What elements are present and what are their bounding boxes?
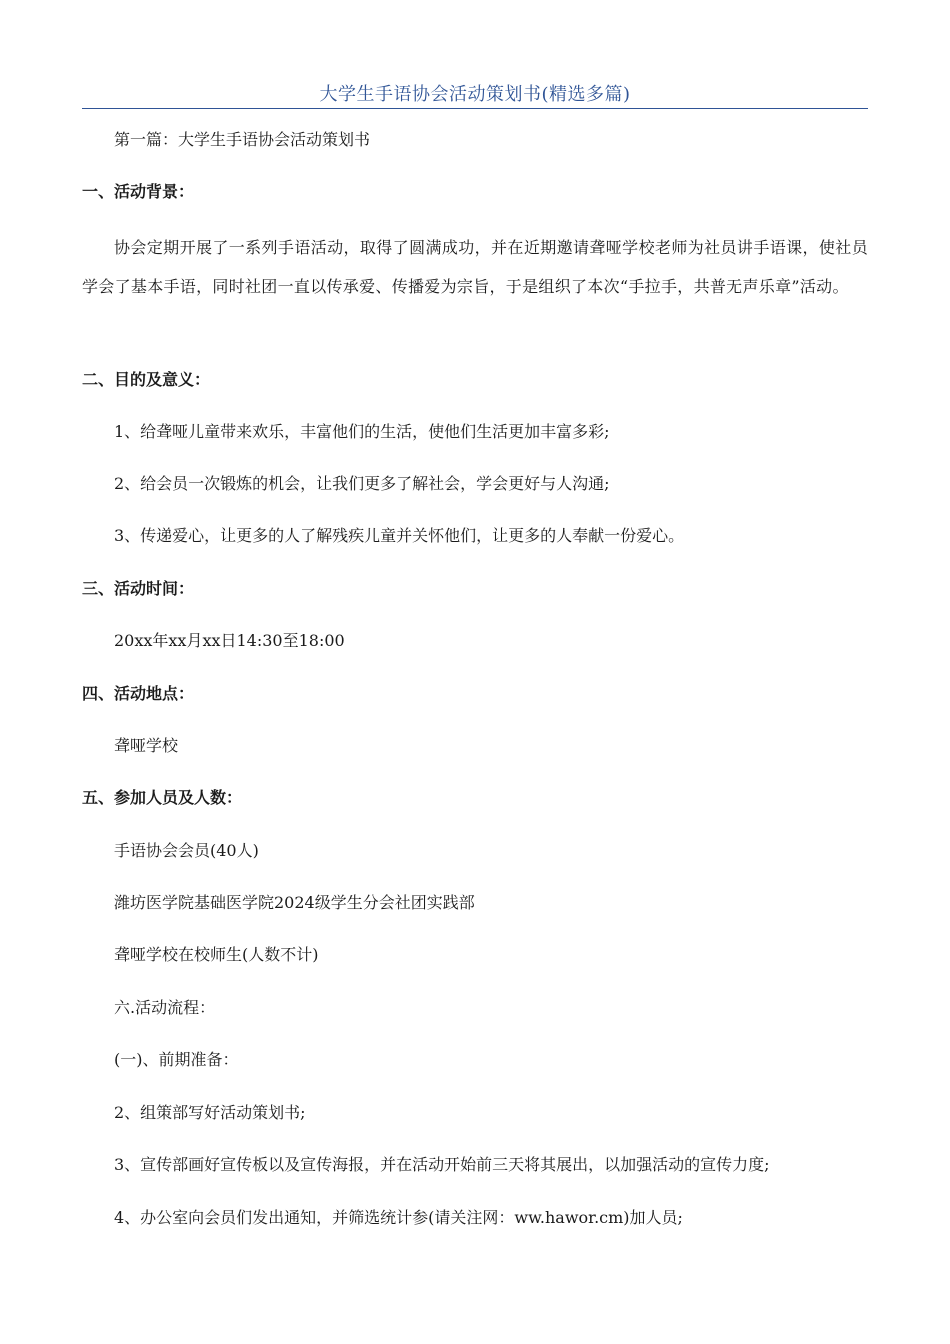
participant-item: 潍坊医学院基础医学院2024级学生分会社团实践部 [114,893,475,912]
participant-item: 聋哑学校在校师生(人数不计) [114,945,319,964]
section-heading-time: 三、活动时间： [82,579,195,598]
background-paragraph: 协会定期开展了一系列手语活动，取得了圆满成功，并在近期邀请聋哑学校老师为社员讲手语课，使社员学会了基本手语，同时社团一直以传承爱、传播爱为宗旨，于是组织了本次“手拉手，共普无声乐章”活动。 [82,238,868,296]
subtitle: 第一篇：大学生手语协会活动策划书 [114,130,371,149]
process-item: 4、办公室向会员们发出通知，并筛选统计参(请关注网：ww.hawor.cm)加人员; [114,1208,683,1227]
section-heading-purpose: 二、目的及意义： [82,370,211,389]
section-heading-place: 四、活动地点： [82,684,195,703]
title-divider [82,108,868,109]
process-item: 3、宣传部画好宣传板以及宣传海报，并在活动开始前三天将其展出，以加强活动的宣传力度; [114,1155,770,1174]
activity-place: 聋哑学校 [114,736,179,755]
section-heading-process: 六.活动流程： [114,998,216,1017]
process-item: 2、组策部写好活动策划书; [114,1103,306,1122]
process-subheading: (一)、前期准备： [114,1050,239,1069]
section-heading-participants: 五、参加人员及人数： [82,788,243,807]
participant-item: 手语协会会员(40人) [114,841,259,860]
purpose-item: 2、给会员一次锻炼的机会，让我们更多了解社会，学会更好与人沟通; [114,474,610,493]
purpose-item: 3、传递爱心，让更多的人了解残疾儿童并关怀他们，让更多的人奉献一份爱心。 [114,526,685,545]
section-heading-background: 一、活动背景： [82,182,195,201]
purpose-item: 1、给聋哑儿童带来欢乐，丰富他们的生活，使他们生活更加丰富多彩; [114,422,610,441]
activity-time: 20xx年xx月xx日14:30至18:00 [114,631,345,650]
document-title: 大学生手语协会活动策划书(精选多篇) [319,84,631,105]
